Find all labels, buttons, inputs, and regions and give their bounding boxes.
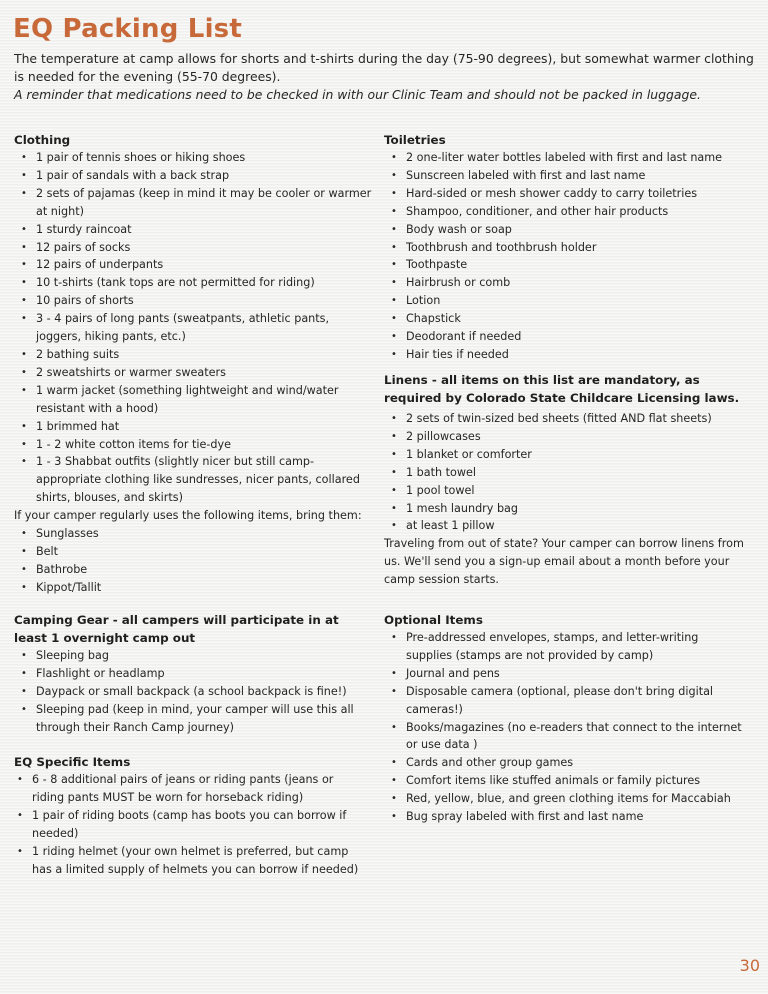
list-item: • Body wash or soap	[406, 221, 754, 239]
list-item: • 3 - 4 pairs of long pants (sweatpants, athletic pants, joggers, hiking pants, etc.)	[36, 310, 374, 346]
list-item: • 12 pairs of underpants	[36, 256, 374, 274]
list-item: • 2 pillowcases	[406, 428, 744, 446]
list-item: • Deodorant if needed	[406, 328, 754, 346]
list-item: • Lotion	[406, 292, 754, 310]
list-item: • Toothpaste	[406, 256, 754, 274]
list-item: • 1 pair of riding boots (camp has boots you can borrow if needed)	[32, 807, 359, 843]
list-item: • Hairbrush or comb	[406, 274, 754, 292]
list-item: • 1 brimmed hat	[36, 418, 374, 436]
list-item: • 2 sets of pajamas (keep in mind it may be cooler or warmer at night)	[36, 185, 374, 221]
medication-reminder: A reminder that medications need to be checked in with our Clinic Team and should not be packed in luggage.	[14, 87, 701, 102]
section-heading: Toiletries	[384, 133, 446, 147]
list-item: • at least 1 pillow	[406, 517, 744, 535]
list-item: • Shampoo, conditioner, and other hair products	[406, 203, 754, 221]
list-item: • 1 - 2 white cotton items for tie-dye	[36, 436, 374, 454]
list-item: • Hair ties if needed	[406, 346, 754, 364]
list-item: • Daypack or small backpack (a school backpack is fine!)	[36, 683, 374, 701]
list-item: • 1 warm jacket (something lightweight and wind/water resistant with a hood)	[36, 382, 374, 418]
list-item: • Toothbrush and toothbrush holder	[406, 239, 754, 257]
intro	[14, 50, 754, 104]
list-item: • Cards and other group games	[406, 754, 746, 772]
list-item: • 1 pool towel	[406, 482, 744, 500]
section-heading: Camping Gear - all campers will participate in at least 1 overnight camp out	[14, 613, 339, 645]
optional-clothing-list	[14, 525, 374, 597]
list-item: • 12 pairs of socks	[36, 239, 374, 257]
list-item: • 6 - 8 additional pairs of jeans or riding pants (jeans or riding pants MUST be worn for horseback riding)	[32, 771, 359, 807]
list-item: • Disposable camera (optional, please don't bring digital cameras!)	[406, 683, 746, 719]
list-item: • Books/magazines (no e-readers that connect to the internet or use data )	[406, 719, 746, 755]
section-heading: Clothing	[14, 133, 71, 147]
optional-items-section	[384, 611, 746, 826]
eq-specific-list	[14, 771, 359, 878]
list-item: • Hard-sided or mesh shower caddy to carry toiletries	[406, 185, 754, 203]
toiletries-list	[384, 149, 754, 364]
list-item: • 10 t-shirts (tank tops are not permitted for riding)	[36, 274, 374, 292]
list-item: • Bathrobe	[36, 561, 374, 579]
list-item: • 1 pair of sandals with a back strap	[36, 167, 374, 185]
list-item: • Comfort items like stuffed animals or family pictures	[406, 772, 746, 790]
list-item: • Chapstick	[406, 310, 754, 328]
list-item: • Sunglasses	[36, 525, 374, 543]
list-item: • 2 one-liter water bottles labeled with first and last name	[406, 149, 754, 167]
list-item: • Pre-addressed envelopes, stamps, and letter-writing supplies (stamps are not provided by camp)	[406, 629, 746, 665]
list-item: • 1 riding helmet (your own helmet is preferred, but camp has a limited supply of helmets you can borrow if needed)	[32, 843, 359, 879]
clothing-list	[14, 149, 374, 507]
list-item: • Journal and pens	[406, 665, 746, 683]
clothing-section	[14, 131, 374, 597]
list-item: • 10 pairs of shorts	[36, 292, 374, 310]
linens-note: Traveling from out of state? Your camper can borrow linens from us. We'll send you a sign-up email about a month before your camp session starts.	[384, 537, 744, 587]
list-item: • Kippot/Tallit	[36, 579, 374, 597]
list-item: • 2 sweatshirts or warmer sweaters	[36, 364, 374, 382]
list-item: • 1 pair of tennis shoes or hiking shoes	[36, 149, 374, 167]
list-item: • Sleeping bag	[36, 647, 374, 665]
section-heading: Linens - all items on this list are mandatory, as required by Colorado State Childcare Licensing laws.	[384, 373, 740, 405]
list-item: • 1 - 3 Shabbat outfits (slightly nicer but still camp-appropriate clothing like sundresses, nicer pants, collared shirts, blouses, and skirts)	[36, 453, 374, 507]
list-item: • 1 sturdy raincoat	[36, 221, 374, 239]
section-heading: Optional Items	[384, 613, 483, 627]
camping-gear-section	[14, 611, 374, 737]
list-item: • 2 bathing suits	[36, 346, 374, 364]
list-item: • 1 bath towel	[406, 464, 744, 482]
list-item: • 1 blanket or comforter	[406, 446, 744, 464]
toiletries-section	[384, 131, 754, 364]
list-item: • Sunscreen labeled with first and last name	[406, 167, 754, 185]
list-item: • Sleeping pad (keep in mind, your camper will use this all through their Ranch Camp journey)	[36, 701, 374, 737]
section-heading: EQ Specific Items	[14, 755, 131, 769]
list-item: • 1 mesh laundry bag	[406, 500, 744, 518]
intro-text: The temperature at camp allows for shorts and t-shirts during the day (75-90 degrees), but somewhat warmer clothing is needed for the evening (55-70 degrees).	[14, 51, 754, 84]
clothing-note: If your camper regularly uses the following items, bring them:	[14, 509, 362, 523]
list-item: • Bug spray labeled with first and last name	[406, 808, 746, 826]
list-item: • 2 sets of twin-sized bed sheets (fitted AND flat sheets)	[406, 410, 744, 428]
page-title: EQ Packing List	[13, 14, 242, 44]
camping-gear-list	[14, 647, 374, 737]
list-item: • Flashlight or headlamp	[36, 665, 374, 683]
list-item: • Red, yellow, blue, and green clothing items for Maccabiah	[406, 790, 746, 808]
page-number: 30	[739, 956, 760, 975]
list-item: • Belt	[36, 543, 374, 561]
linens-list	[384, 410, 744, 535]
optional-items-list	[384, 629, 746, 826]
linens-section	[384, 371, 744, 589]
eq-specific-section	[14, 753, 359, 878]
